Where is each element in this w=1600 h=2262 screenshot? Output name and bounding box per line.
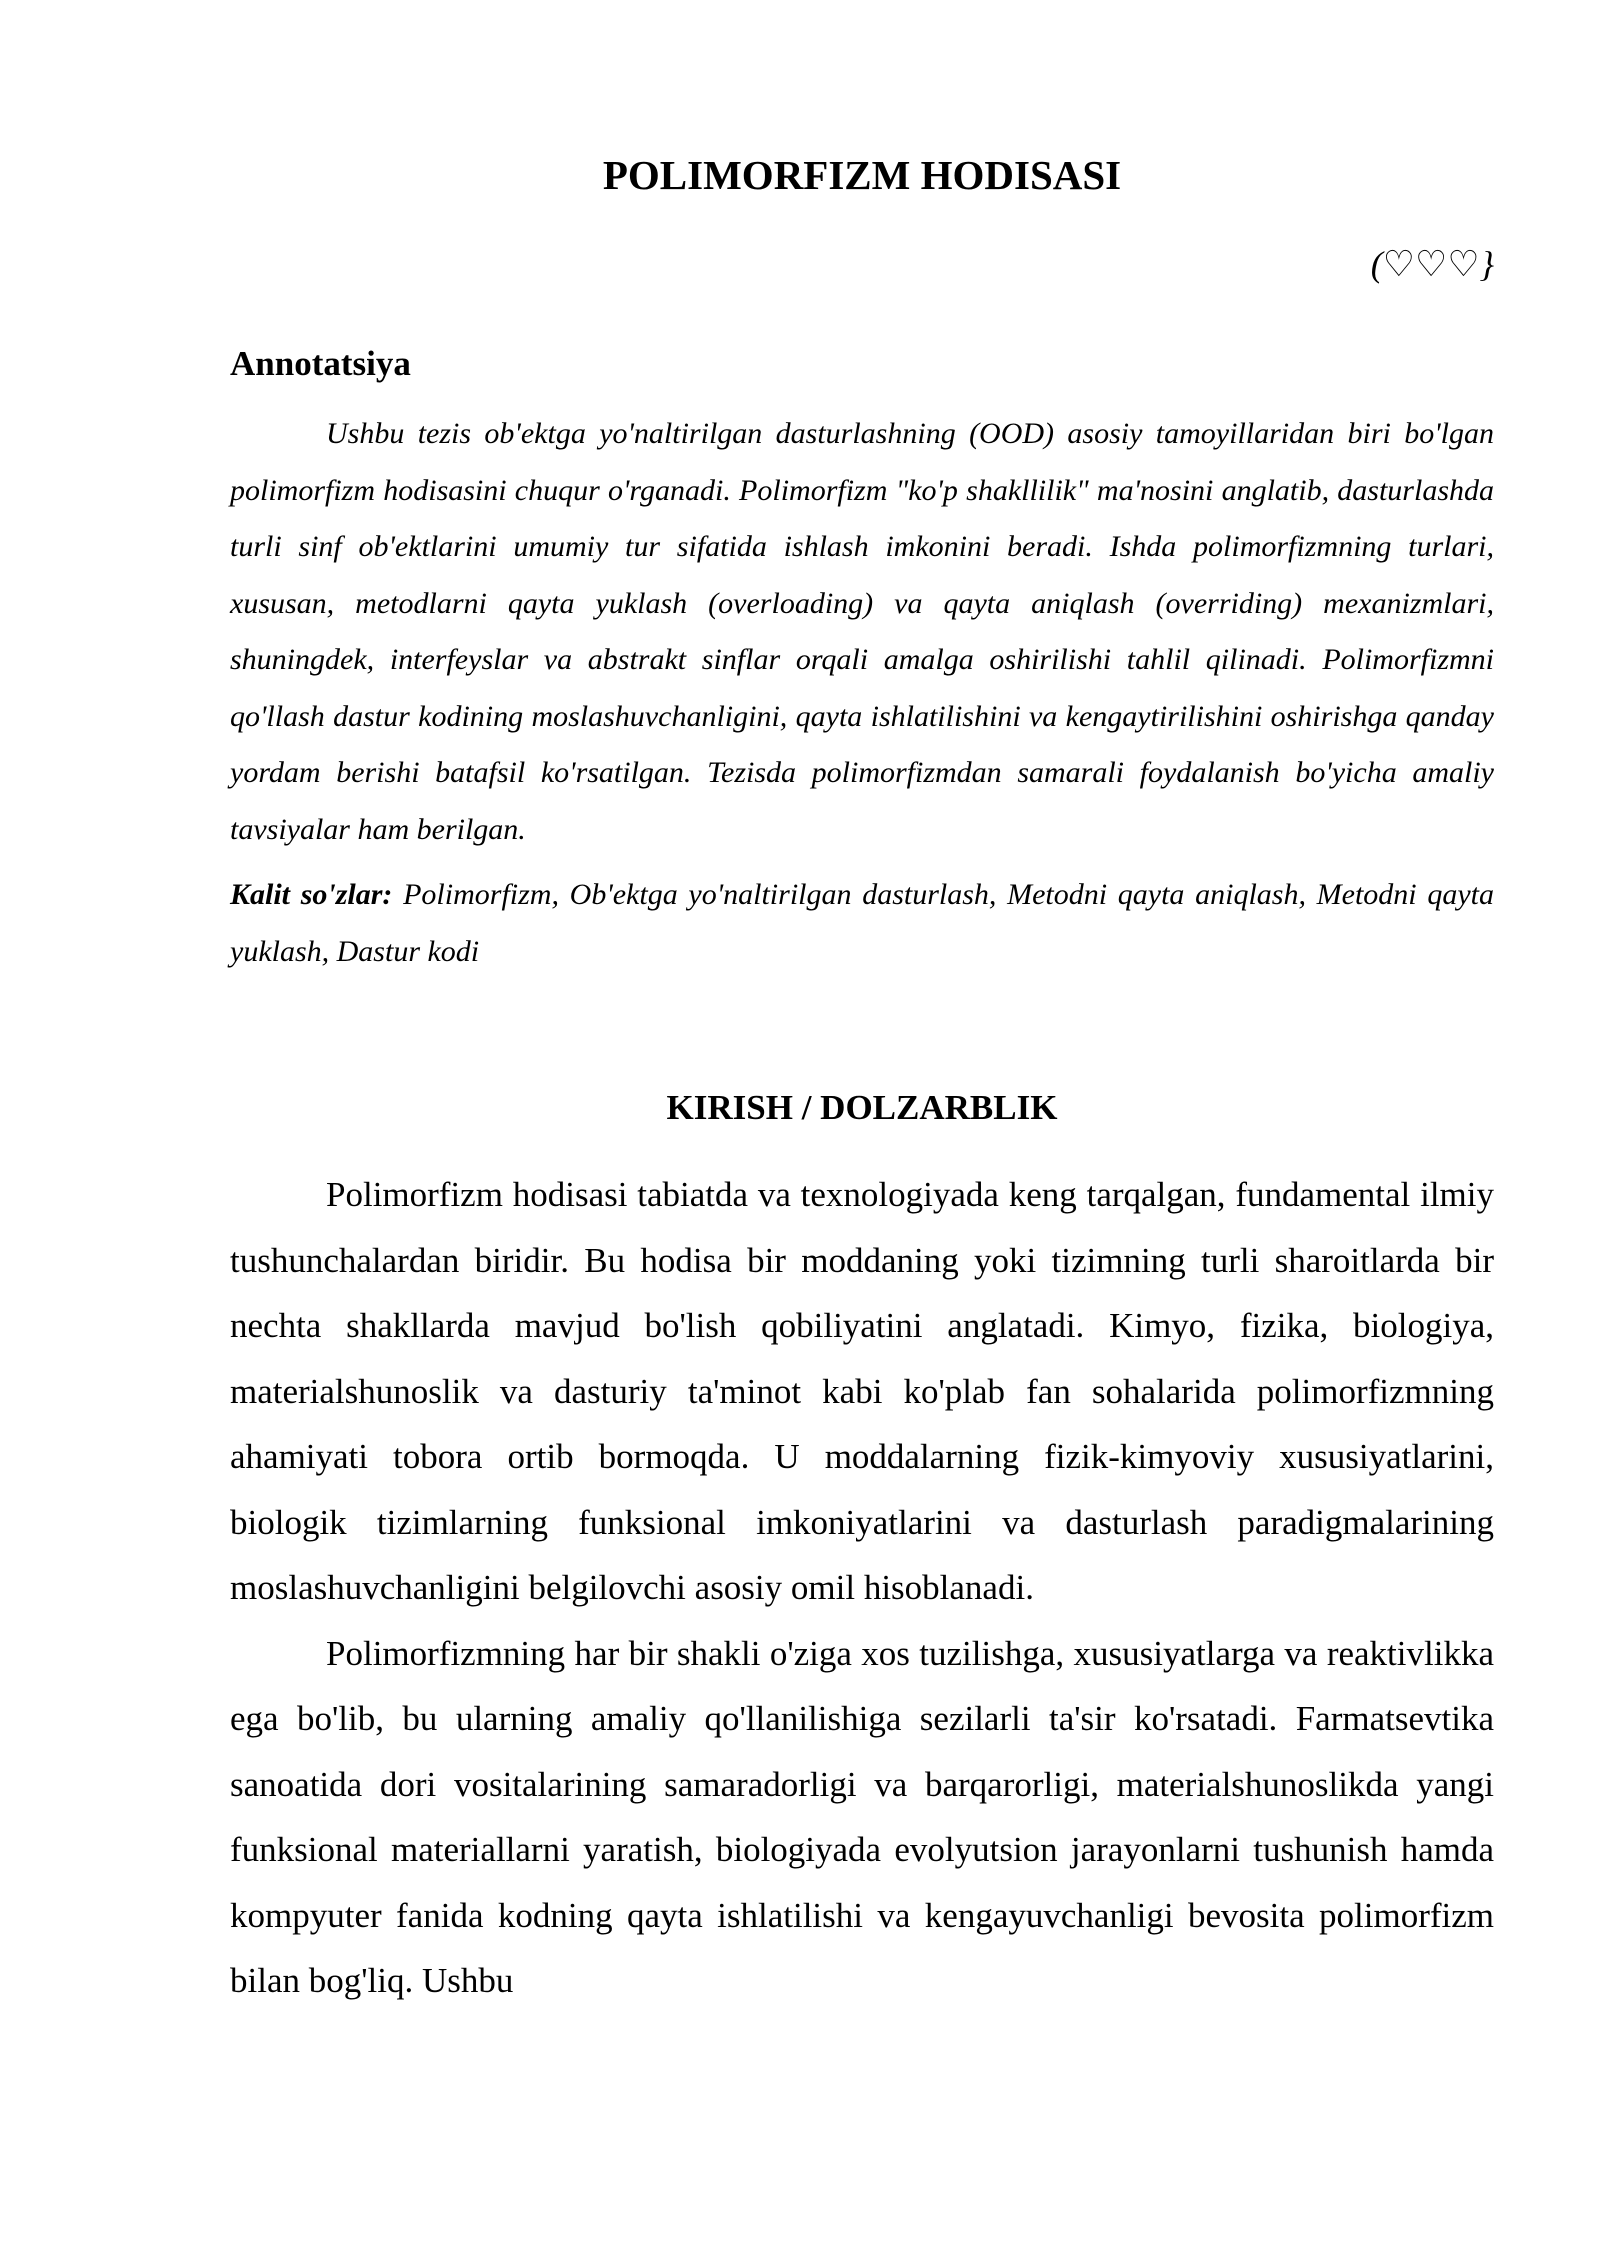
introduction-paragraph: Polimorfizm hodisasi tabiatda va texnologiyada keng tarqalgan, fundamental ilmiy tushunchalardan biridir. Bu hodisa bir moddaning yoki tizimning turli sharoitlarda bir nechta shakllarda mavjud bo'lish qobiliyatini anglatadi. Kimyo, fizika, biologiya, materialshunoslik va dasturiy ta'minot kabi ko'plab fan sohalarida polimorfizmning ahamiyati tobora ortib bormoqda. U moddalarning fizik-kimyoviy xususiyatlarini, biologik tizimlarning funksional imkoniyatlarini va dasturlash paradigmalarining moslashuvchanligini belgilovchi asosiy omil hisoblanadi. bbox=[230, 1175, 1494, 1607]
paper-title: POLIMORFIZM HODISASI bbox=[602, 152, 1122, 198]
keywords-label: Kalit so'zlar: bbox=[230, 878, 393, 911]
abstract-heading: Annotatsiya bbox=[230, 344, 411, 383]
abstract-text: Ushbu tezis ob'ektga yo'naltirilgan dasturlashning (OOD) asosiy tamoyillaridan biri bo'lgan polimorfizm hodisasini chuqur o'rganadi. Polimorfizm "ko'p shakllilik" ma'nosini anglatib, dasturlashda turli sinf ob'ektlarini umumiy tur sifatida ishlash imkonini beradi. Ishda polimorfizmning turlari, xususan, metodlarni qayta yuklash (overloading) va qayta aniqlash (overriding) mexanizmlari, shuningdek, interfeyslar va abstrakt sinflar orqali amalga oshirilishi tahlil qilinadi. Polimorfizmni qo'llash dastur kodining moslashuvchanligini, qayta ishlatilishini va kengaytirilishini oshirishga qanday yordam berishi batafsil ko'rsatilgan. Tezisda polimorfizmdan samarali foydalanish bo'yicha amaliy tavsiyalar ham berilgan. bbox=[230, 417, 1494, 846]
introduction-heading: KIRISH / DOLZARBLIK bbox=[666, 1088, 1058, 1127]
keywords-text: Polimorfizm, Ob'ektga yo'naltirilgan dasturlash, Metodni qayta aniqlash, Metodni qayta yuklash, Dastur kodi bbox=[230, 878, 1494, 968]
introduction-paragraph: Polimorfizmning har bir shakli o'ziga xos tuzilishga, xususiyatlarga va reaktivlikka ega bo'lib, bu ularning amaliy qo'llanilishiga sezilarli ta'sir ko'rsatadi. Farmatsevtika sanoatida dori vositalarining samaradorligi va barqarorligi, materialshunoslikda yangi funksional materiallarni yaratish, biologiyada evolyutsion jarayonlarni tushunish hamda kompyuter fanida kodning qayta ishlatilishi va kengayuvchanligi bevosita polimorfizm bilan bog'liq. Ushbu bbox=[230, 1633, 1494, 2000]
author-line: (♡♡♡} bbox=[1370, 244, 1494, 284]
introduction-body bbox=[230, 1162, 1494, 2014]
keywords-line bbox=[230, 867, 1494, 980]
